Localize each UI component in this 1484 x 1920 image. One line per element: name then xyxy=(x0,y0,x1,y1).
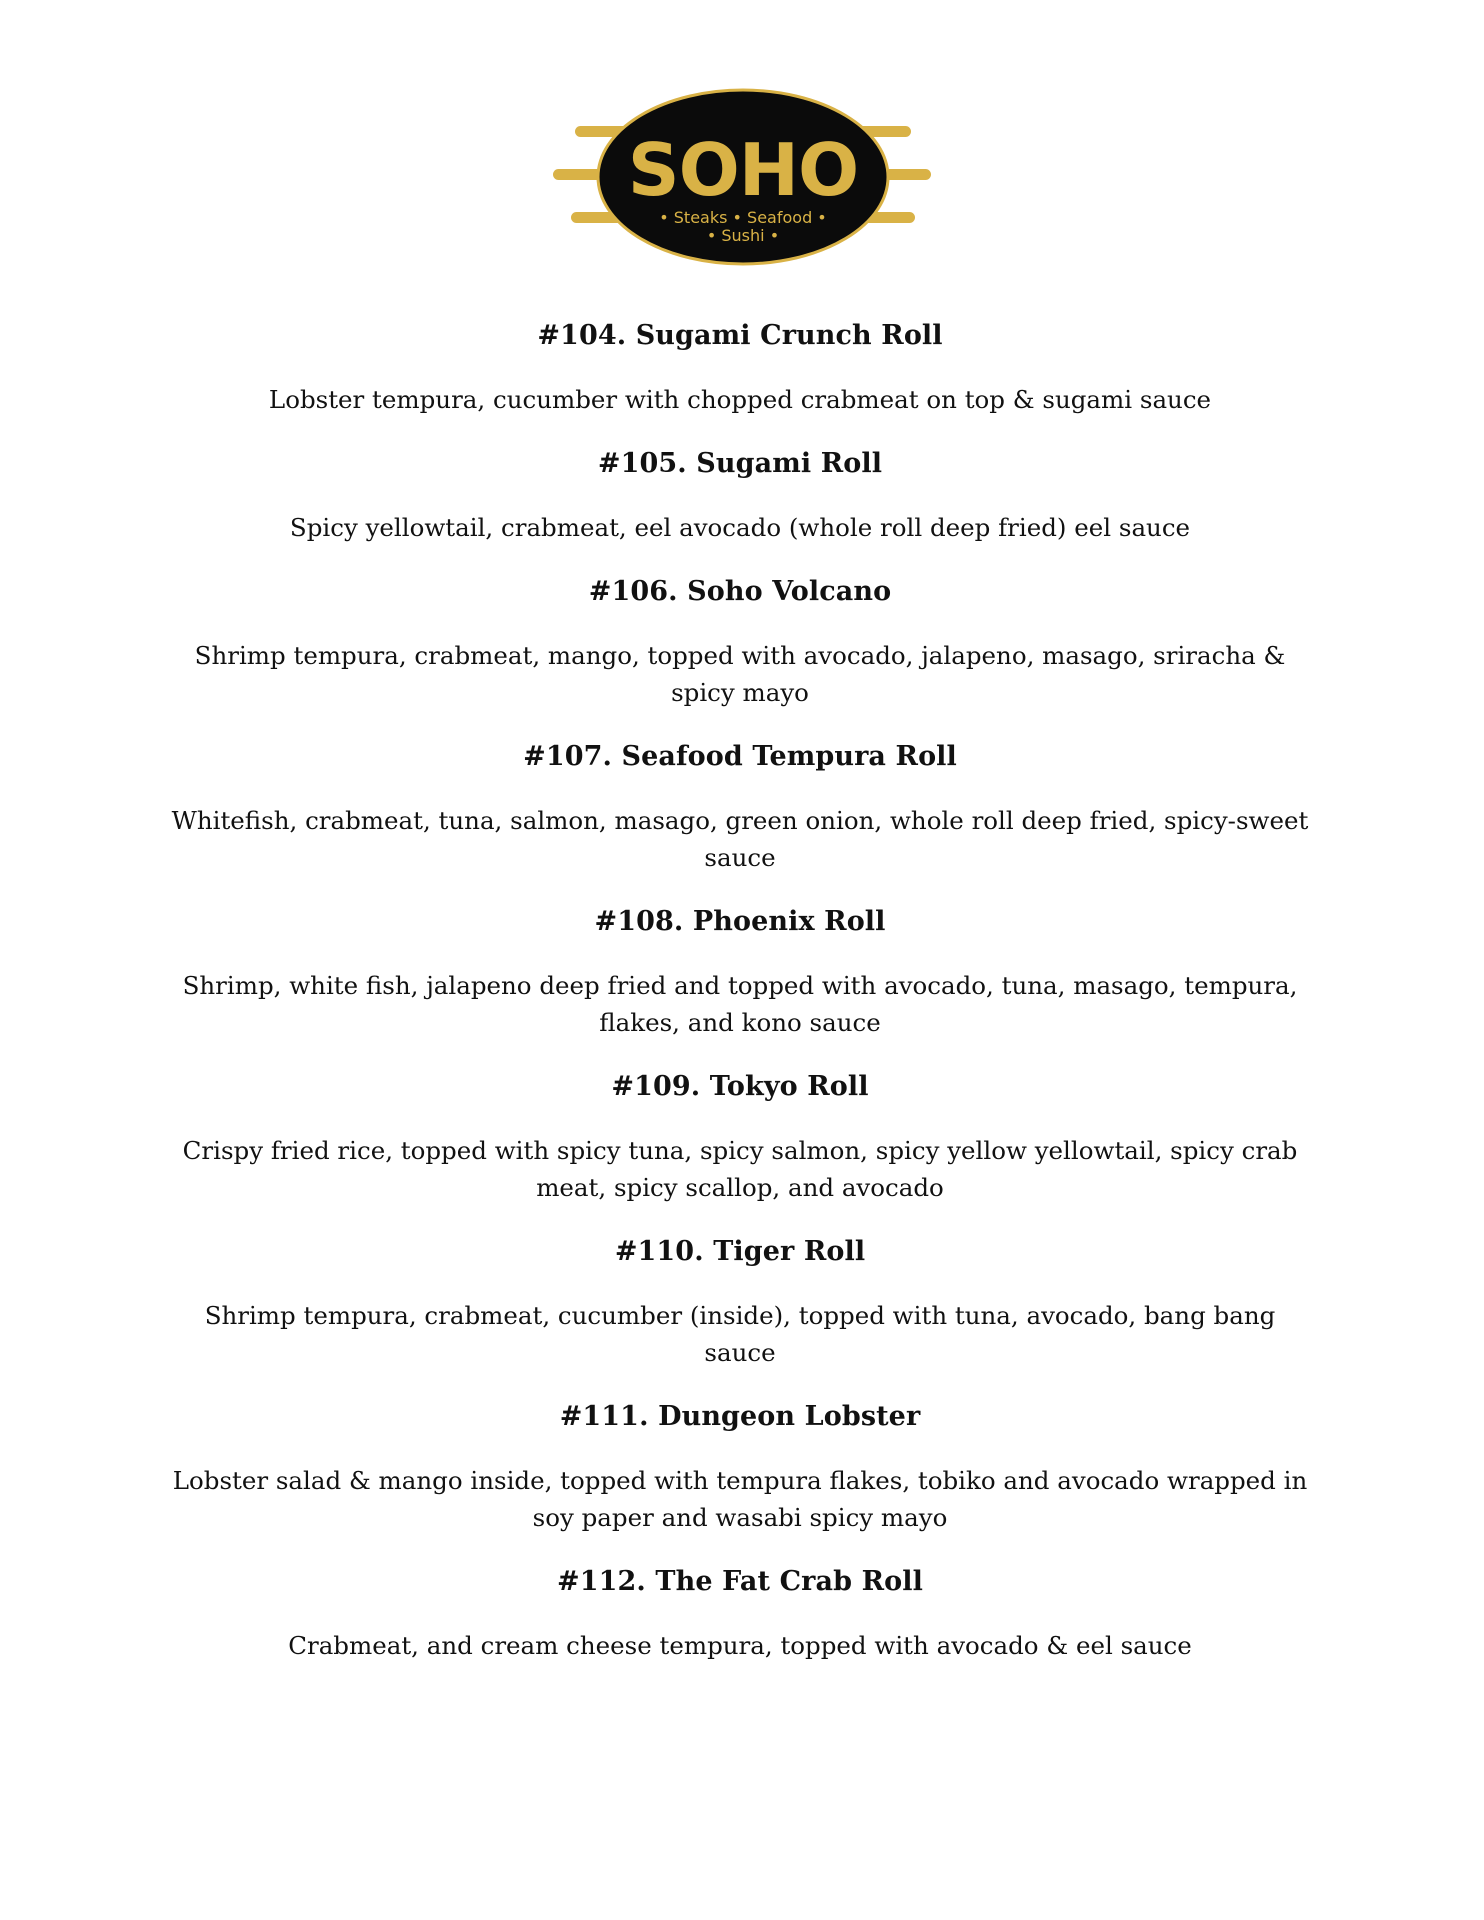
menu-item xyxy=(140,574,1340,711)
menu-item xyxy=(140,1564,1340,1664)
menu-item xyxy=(140,446,1340,546)
menu-list xyxy=(140,318,1340,1692)
logo-tagline-1: • Steaks • Seafood • xyxy=(659,208,827,227)
item-title: #105. Sugami Roll xyxy=(597,448,883,479)
item-description: Lobster salad & mango inside, topped with tempura flakes, tobiko and avocado wrapped in soy paper and wasabi spicy mayo xyxy=(172,1466,1308,1532)
item-title: #104. Sugami Crunch Roll xyxy=(537,320,943,351)
item-title: #106. Soho Volcano xyxy=(588,576,892,607)
menu-item xyxy=(140,1069,1340,1206)
menu-item xyxy=(140,1234,1340,1371)
menu-item xyxy=(140,739,1340,876)
item-description: Shrimp tempura, crabmeat, cucumber (inside), topped with tuna, avocado, bang bang sauce xyxy=(204,1301,1276,1367)
item-title: #109. Tokyo Roll xyxy=(611,1071,869,1102)
logo-wordmark: SOHO xyxy=(627,128,859,212)
item-title: #110. Tiger Roll xyxy=(614,1236,866,1267)
soho-logo xyxy=(553,86,933,268)
item-description: Spicy yellowtail, crabmeat, eel avocado (whole roll deep fried) eel sauce xyxy=(289,513,1191,542)
item-title: #108. Phoenix Roll xyxy=(594,906,886,937)
item-title: #111. Dungeon Lobster xyxy=(559,1401,921,1432)
item-description: Crabmeat, and cream cheese tempura, topped with avocado & eel sauce xyxy=(288,1631,1192,1660)
item-description: Shrimp, white fish, jalapeno deep fried and topped with avocado, tuna, masago, tempura, flakes, and kono sauce xyxy=(182,971,1298,1037)
item-title: #107. Seafood Tempura Roll xyxy=(523,741,957,772)
item-title: #112. The Fat Crab Roll xyxy=(557,1566,923,1597)
logo-tagline-2: • Sushi • xyxy=(706,226,780,245)
item-description: Shrimp tempura, crabmeat, mango, topped with avocado, jalapeno, masago, sriracha & spicy mayo xyxy=(194,641,1286,707)
menu-item xyxy=(140,1399,1340,1536)
item-description: Lobster tempura, cucumber with chopped crabmeat on top & sugami sauce xyxy=(268,385,1212,414)
menu-item xyxy=(140,904,1340,1041)
menu-item xyxy=(140,318,1340,418)
item-description: Whitefish, crabmeat, tuna, salmon, masago, green onion, whole roll deep fried, spicy-sweet sauce xyxy=(171,806,1309,872)
soho-logo-graphic xyxy=(553,86,933,268)
item-description: Crispy fried rice, topped with spicy tuna, spicy salmon, spicy yellow yellowtail, spicy crab meat, spicy scallop, and avocado xyxy=(182,1136,1298,1202)
